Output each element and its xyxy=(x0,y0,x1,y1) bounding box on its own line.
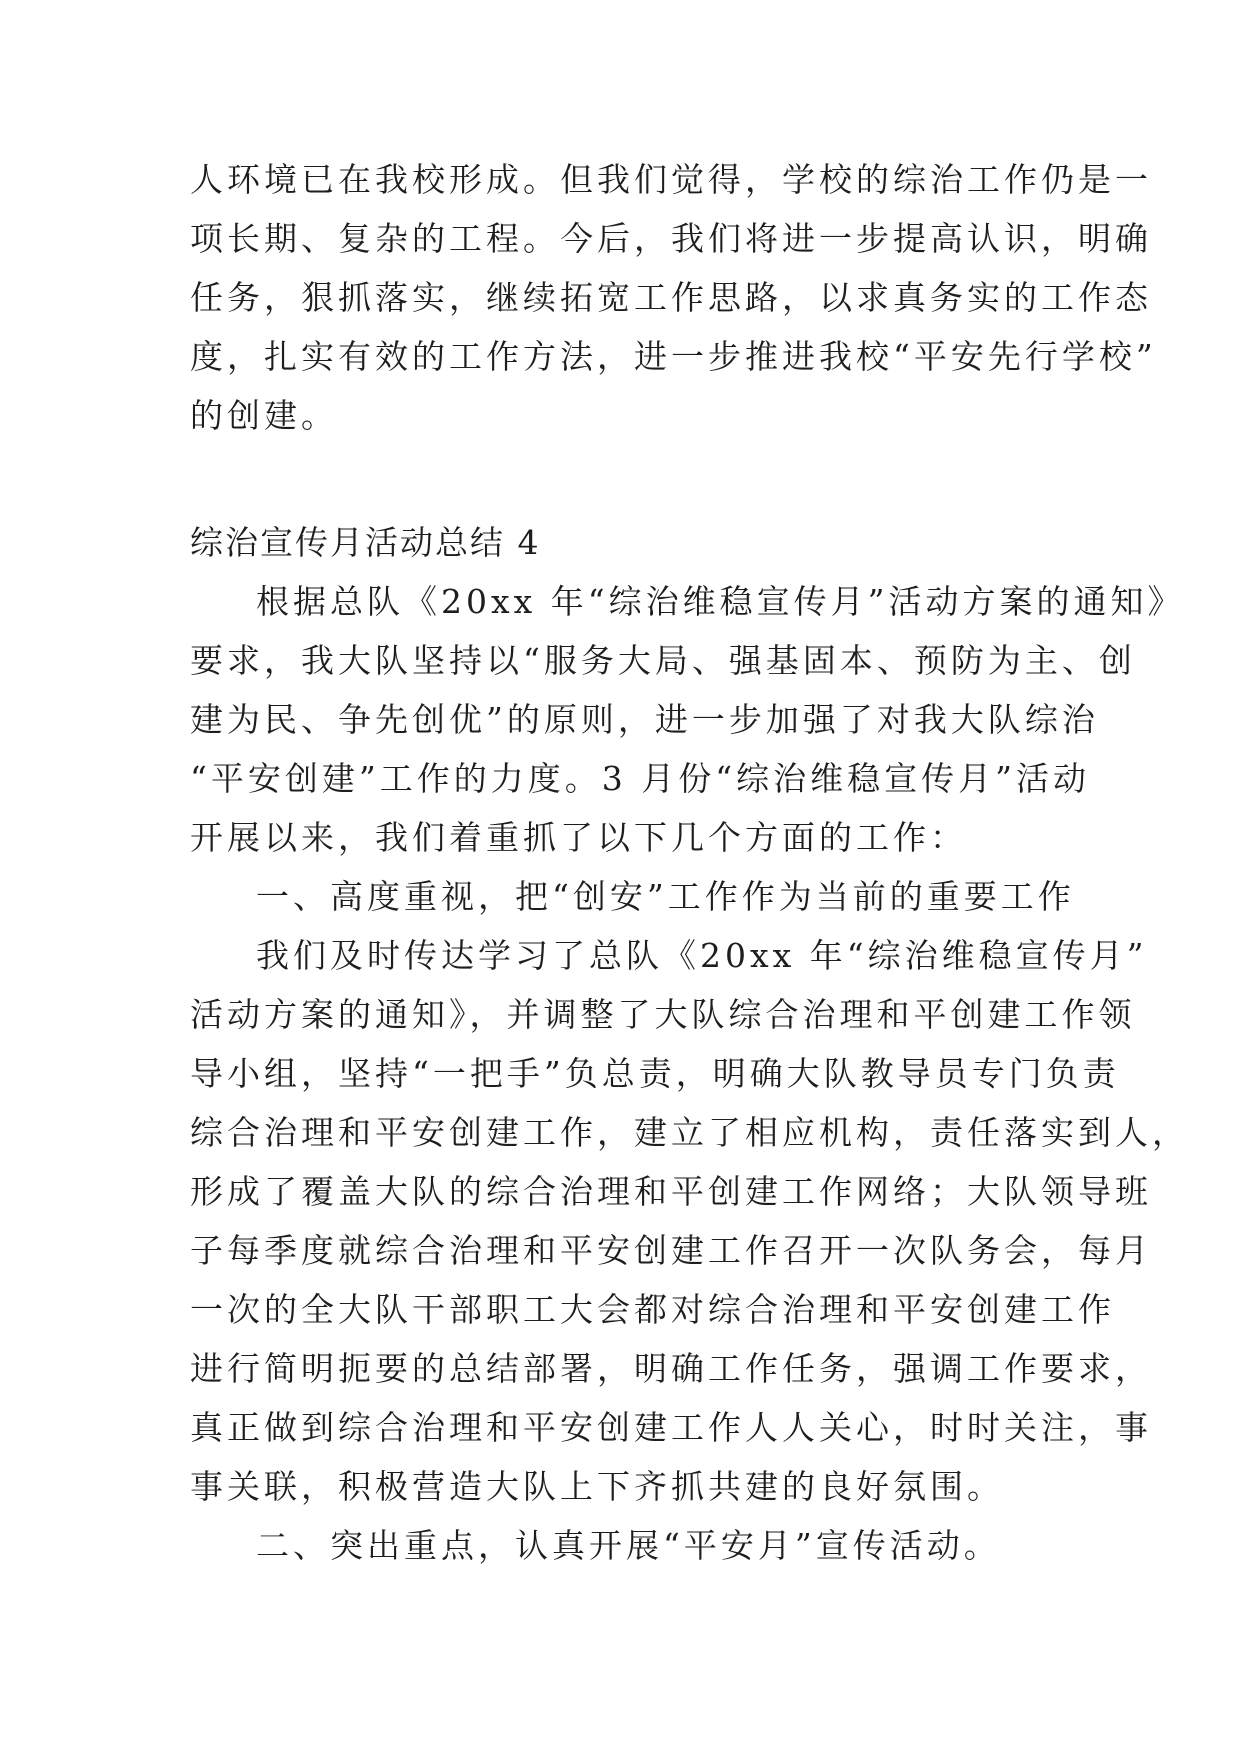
text-line: 根据总队《20xx 年“综治维稳宣传月”活动方案的通知》 xyxy=(256,582,1185,621)
subheading-1: 一、高度重视，把“创安”工作作为当前的重要工作 xyxy=(256,877,1075,916)
text-line: 建为民、争先创优”的原则，进一步加强了对我大队综治 xyxy=(190,700,1099,739)
text-line: “平安创建”工作的力度。3 月份“综治维稳宣传月”活动 xyxy=(190,759,1090,798)
text-line: 开展以来，我们着重抓了以下几个方面的工作： xyxy=(190,818,967,857)
text-line: 综合治理和平安创建工作，建立了相应机构，责任落实到人， xyxy=(190,1113,1189,1152)
text-line: 进行简明扼要的总结部署，明确工作任务，强调工作要求， xyxy=(190,1349,1152,1388)
text-line: 一次的全大队干部职工大会都对综合治理和平安创建工作 xyxy=(190,1290,1115,1329)
section-title: 综治宣传月活动总结 4 xyxy=(190,523,541,562)
text-line: 任务，狠抓落实，继续拓宽工作思路，以求真务实的工作态 xyxy=(190,278,1152,317)
text-line: 的创建。 xyxy=(190,396,338,435)
text-line: 项长期、复杂的工程。今后，我们将进一步提高认识，明确 xyxy=(190,219,1152,258)
subheading-2: 二、突出重点，认真开展“平安月”宣传活动。 xyxy=(256,1526,1001,1565)
text-line: 活动方案的通知》，并调整了大队综合治理和平创建工作领 xyxy=(190,995,1136,1034)
document-body xyxy=(190,150,1189,1575)
text-line: 真正做到综合治理和平安创建工作人人关心，时时关注，事 xyxy=(190,1408,1152,1447)
text-line: 人环境已在我校形成。但我们觉得，学校的综治工作仍是一 xyxy=(190,160,1152,199)
text-line: 我们及时传达学习了总队《20xx 年“综治维稳宣传月” xyxy=(256,936,1148,975)
paragraph-body xyxy=(190,926,1189,1516)
text-line: 导小组，坚持“一把手”负总责，明确大队教导员专门负责 xyxy=(190,1054,1120,1093)
text-line: 要求，我大队坚持以“服务大局、强基固本、预防为主、创 xyxy=(190,641,1136,680)
paragraph-intro xyxy=(190,572,1185,867)
text-line: 形成了覆盖大队的综合治理和平创建工作网络；大队领导班 xyxy=(190,1172,1152,1211)
paragraph-continuation xyxy=(190,150,1157,445)
text-line: 子每季度就综合治理和平安创建工作召开一次队务会，每月 xyxy=(190,1231,1152,1270)
text-line: 事关联，积极营造大队上下齐抓共建的良好氛围。 xyxy=(190,1467,1004,1506)
text-line: 度，扎实有效的工作方法，进一步推进我校“平安先行学校” xyxy=(190,337,1157,376)
